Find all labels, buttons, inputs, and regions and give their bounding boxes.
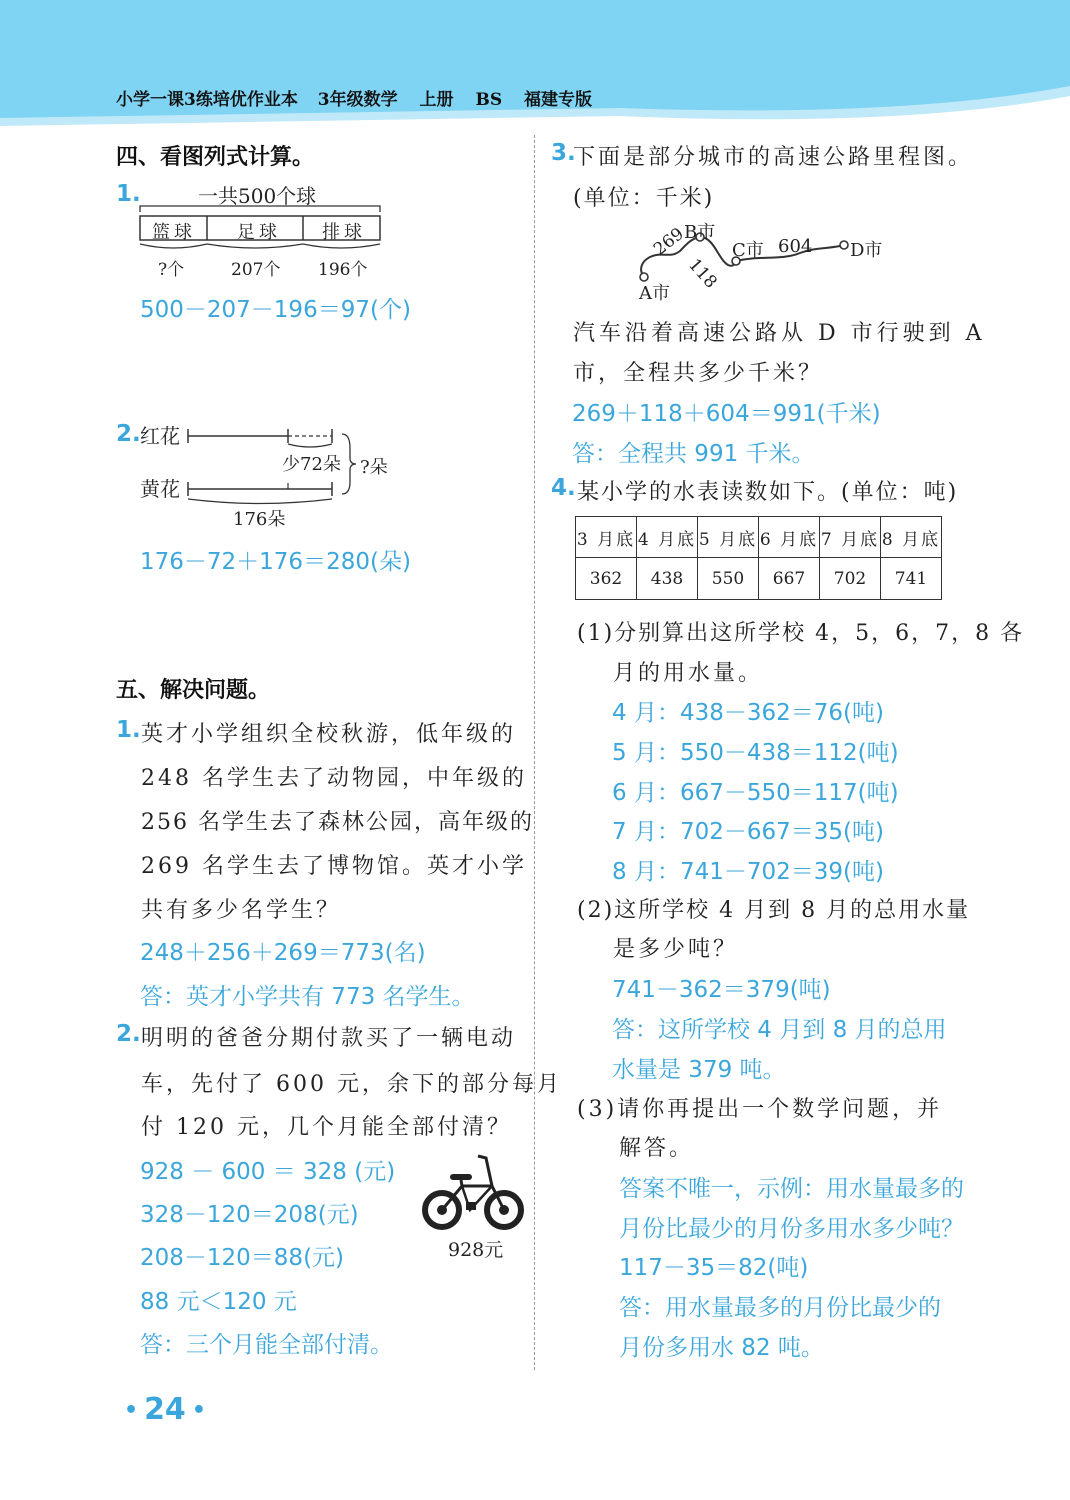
bike-price-label: 928元 [448, 1239, 504, 1261]
p4-sub2-q1: (2)这所学校 4 月到 8 月的总用水量 [577, 898, 971, 923]
s5-p2-answer-4: 88 元＜120 元 [140, 1289, 297, 1315]
s5-p2-answer-1: 928 － 600 ＝ 328 (元) [140, 1159, 396, 1185]
map-distance-bc: 118 [684, 255, 721, 293]
s4-p1-total: 一共500个球 [198, 184, 317, 208]
table-header-cell: 4 月底 [637, 517, 698, 558]
header-band [0, 0, 1070, 140]
s4-p2-yellow-label: 黄花 [140, 477, 180, 501]
p4-sub3-answer-1: 答案不唯一，示例：用水量最多的 [619, 1176, 964, 1202]
table-header-cell: 3 月底 [576, 517, 637, 558]
p4-intro: 某小学的水表读数如下。(单位：吨) [577, 480, 959, 505]
p4-sub3-answer-3: 117－35＝82(吨) [619, 1255, 809, 1281]
p4-sub2-reply-1: 答：这所学校 4 月到 8 月的总用 [612, 1017, 947, 1043]
s5-p2-line-2: 车，先付了 600 元，余下的部分每月 [141, 1072, 562, 1097]
table-cell: 550 [698, 558, 759, 600]
header-edition: BS [475, 90, 503, 110]
p3-line-2: (单位：千米) [573, 186, 715, 211]
table-cell: 438 [637, 558, 698, 600]
s5-p1-answer: 248＋256＋269＝773(名) [140, 940, 426, 966]
s5-p1-line-3: 256 名学生去了森林公园，高年级的 [141, 810, 534, 835]
table-header-cell: 7 月底 [820, 517, 881, 558]
column-divider [534, 135, 535, 1370]
p3-question-1: 汽车沿着高速公路从 D 市行驶到 A [573, 321, 986, 346]
table-cell: 362 [576, 558, 637, 600]
p4-sub3-answer-5: 月份多用水 82 吨。 [619, 1335, 824, 1361]
s5-p1-line-5: 共有多少名学生？ [141, 898, 342, 923]
p4-sub3-answer-4: 答：用水量最多的月份比最少的 [619, 1295, 941, 1321]
s4-p1-count-football: 207个 [231, 260, 281, 280]
table-header-row [576, 517, 942, 558]
p4-sub1-answer-3: 6 月：667－550＝117(吨) [612, 780, 899, 806]
dot-right-icon: • [191, 1398, 206, 1423]
s4-p1-cell-volleyball: 排球 [322, 222, 366, 243]
dot-left-icon: • [124, 1398, 139, 1423]
p4-sub2-reply-2: 水量是 379 吨。 [612, 1057, 786, 1083]
p3-question-2: 市，全程共多少千米？ [573, 361, 824, 386]
table-cell: 741 [881, 558, 942, 600]
s4-p1-answer: 500－207－196＝97(个) [140, 297, 411, 323]
s5-p2-line-1: 明明的爸爸分期付款买了一辆电动 [141, 1026, 517, 1051]
s4-p1-number: 1. [116, 181, 141, 207]
page-number-value: 24 [144, 1392, 186, 1427]
s5-p1-line-1: 英才小学组织全校秋游，低年级的 [141, 722, 517, 747]
p4-sub3-answer-2: 月份比最少的月份多用水多少吨？ [619, 1216, 964, 1242]
s5-p2-answer-3: 208－120＝88(元) [140, 1245, 345, 1271]
p4-sub1-q1: (1)分别算出这所学校 4，5，6，7，8 各 [577, 621, 1025, 646]
map-city-b: B市 [684, 222, 716, 243]
table-header-cell: 8 月底 [881, 517, 942, 558]
table-header-cell: 6 月底 [759, 517, 820, 558]
map-city-d: D市 [850, 240, 883, 261]
p3-reply: 答：全程共 991 千米。 [572, 441, 815, 467]
p4-sub1-answer-2: 5 月：550－438＝112(吨) [612, 740, 899, 766]
header-book: 小学一课3练培优作业本 [116, 90, 298, 110]
s5-p2-answer-2: 328－120＝208(元) [140, 1202, 359, 1228]
header-grade: 3年级数学 [317, 90, 398, 110]
s5-p2-reply: 答：三个月能全部付清。 [140, 1332, 393, 1358]
map-distance-ab: 269 [650, 224, 688, 260]
s4-p1-count-volleyball: 196个 [318, 260, 368, 280]
s5-p2-line-3: 付 120 元，几个月能全部付清？ [141, 1115, 512, 1140]
p3-number: 3. [551, 140, 576, 166]
s4-p2-less-label: 少72朵 [282, 454, 341, 475]
table-row [576, 558, 942, 600]
p4-sub3-q2: 解答。 [619, 1136, 695, 1161]
table-cell: 702 [820, 558, 881, 600]
s4-p1-count-unknown: ?个 [158, 260, 185, 280]
s5-p1-number: 1. [116, 717, 141, 743]
s4-p2-answer: 176－72＋176＝280(朵) [140, 549, 411, 575]
s4-p1-cell-football: 足球 [237, 222, 281, 243]
page-number [124, 1392, 206, 1427]
p4-number: 4. [551, 475, 576, 501]
s4-p2-yellow-count: 176朵 [233, 509, 286, 530]
s4-p2-number: 2. [116, 421, 141, 447]
section4-title: 四、看图列式计算。 [116, 145, 315, 170]
s4-p1-cell-basketball: 篮球 [152, 222, 196, 243]
p4-sub3-q1: (3)请你再提出一个数学问题，并 [577, 1097, 943, 1122]
electric-bike-icon [420, 1148, 526, 1234]
p4-sub1-answer-4: 7 月：702－667＝35(吨) [612, 819, 884, 845]
p3-line-1: 下面是部分城市的高速公路里程图。 [573, 145, 974, 170]
p4-sub1-answer-5: 8 月：741－702＝39(吨) [612, 859, 884, 885]
p4-sub1-answer-1: 4 月：438－362＝76(吨) [612, 700, 884, 726]
table-cell: 667 [759, 558, 820, 600]
s5-p1-reply: 答：英才小学共有 773 名学生。 [140, 984, 475, 1010]
s4-p2-question-label: ?朵 [360, 457, 388, 478]
table-header-cell: 5 月底 [698, 517, 759, 558]
s5-p1-line-4: 269 名学生去了博物馆。英才小学 [141, 854, 527, 879]
p4-sub2-answer: 741－362＝379(吨) [612, 977, 831, 1003]
s5-p1-line-2: 248 名学生去了动物园，中年级的 [141, 766, 527, 791]
map-distance-cd: 604 [778, 236, 813, 257]
water-meter-table [575, 516, 942, 600]
p3-answer: 269＋118＋604＝991(千米) [572, 401, 881, 427]
s4-p2-red-label: 红花 [140, 424, 180, 448]
header-volume: 上册 [419, 90, 454, 110]
map-city-c: C市 [732, 240, 764, 261]
map-city-a: A市 [639, 283, 670, 304]
header-line [116, 85, 592, 110]
s5-p2-number: 2. [116, 1021, 141, 1047]
header-region: 福建专版 [524, 90, 593, 110]
p4-sub1-q2: 月的用水量。 [613, 661, 764, 686]
p4-sub2-q2: 是多少吨？ [613, 937, 739, 962]
section5-title: 五、解决问题。 [116, 678, 271, 703]
